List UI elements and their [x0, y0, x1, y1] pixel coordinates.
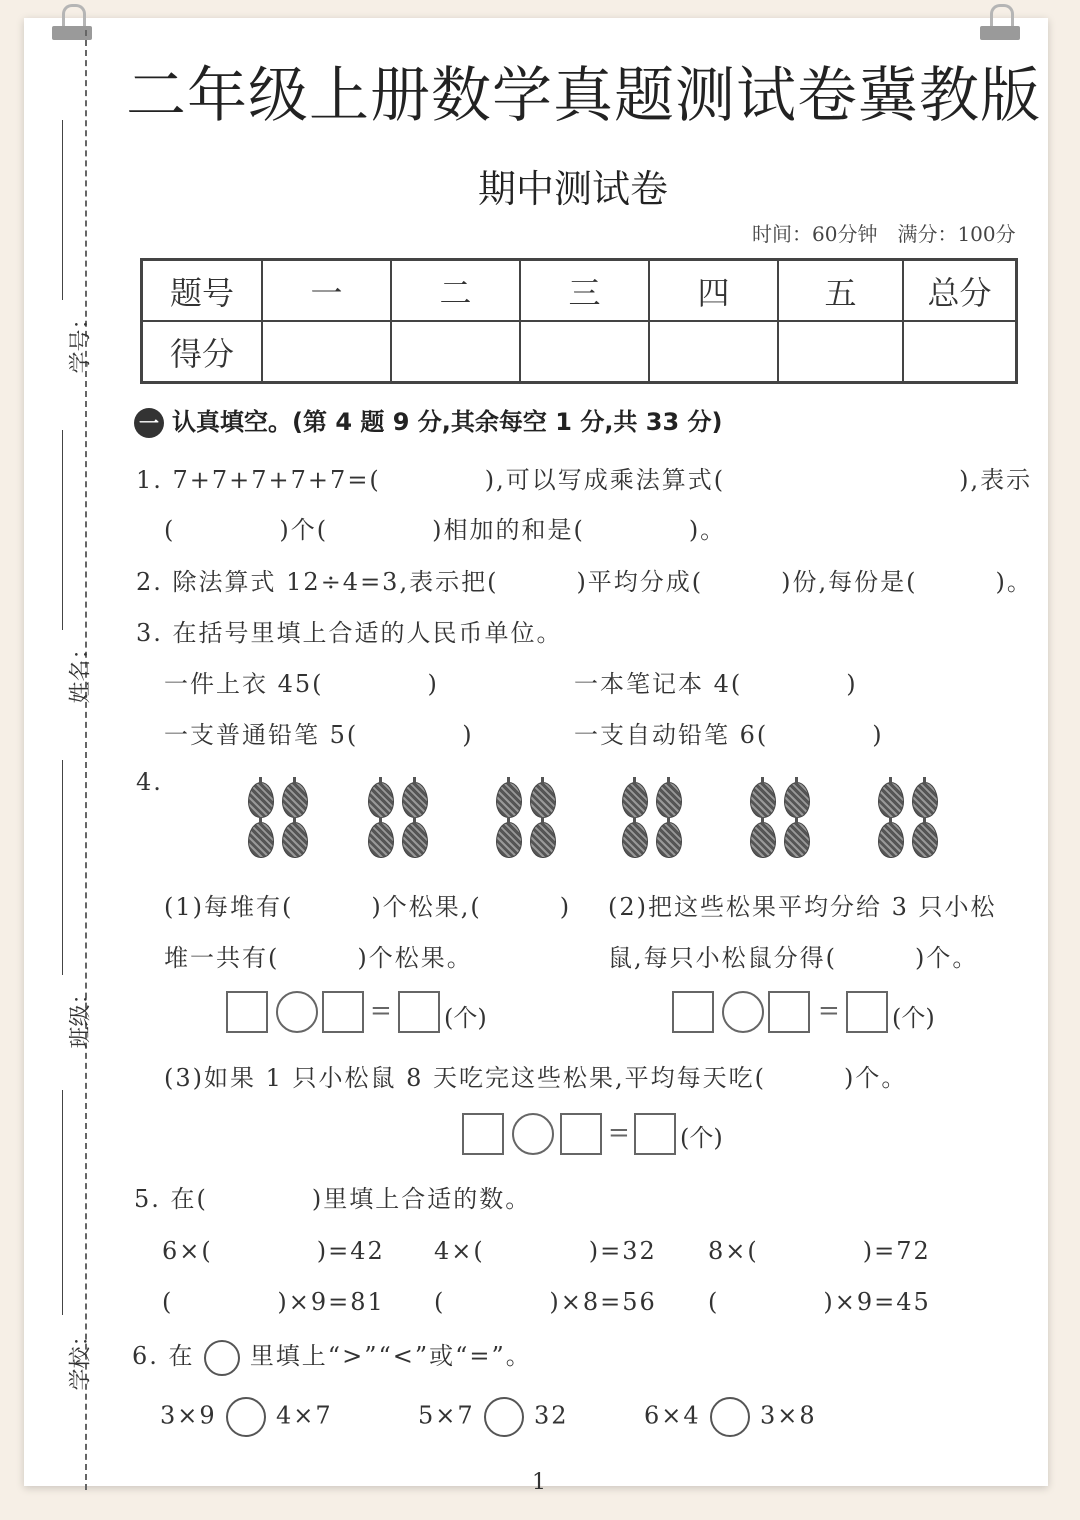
student-id-label: 学号： — [68, 307, 94, 374]
compare-left: 5×7 — [418, 1401, 475, 1430]
page-number: 1 — [532, 1470, 546, 1495]
pinecone-icon — [496, 782, 522, 818]
answer-box[interactable] — [462, 1113, 504, 1155]
score-cell-header: 四 — [649, 260, 778, 322]
unit-label: (个) — [680, 1124, 723, 1152]
pinecone-icon — [750, 822, 776, 858]
question-4-1-line-2: 堆一共有( )个松果。 — [164, 944, 473, 972]
question-5-item: 4×( )=32 — [434, 1237, 657, 1265]
pinecone-icon — [878, 782, 904, 818]
compare-left: 6×4 — [644, 1401, 701, 1430]
compare-left: 3×9 — [160, 1401, 217, 1430]
score-input-cell[interactable] — [778, 321, 903, 383]
question-3-item: 一支普通铅笔 5( ) — [164, 721, 474, 749]
compare-item — [418, 1397, 568, 1437]
question-2: 2. 除法算式 12÷4=3,表示把( )平均分成( )份,每份是( )。 — [136, 568, 1033, 596]
operator-circle[interactable] — [722, 991, 764, 1033]
score-input-cell[interactable] — [649, 321, 778, 383]
name-label: 姓名： — [68, 637, 94, 704]
school-label: 学校： — [68, 1324, 94, 1391]
answer-box[interactable] — [226, 991, 268, 1033]
question-5-item: 8×( )=72 — [708, 1237, 931, 1265]
pinecone-icon — [402, 782, 428, 818]
binder-clip-right-icon — [980, 4, 1020, 42]
pinecone-icon — [248, 822, 274, 858]
operator-circle[interactable] — [276, 991, 318, 1033]
question-4-1-line-1: (1)每堆有( )个松果,( ) — [164, 893, 572, 921]
section-heading — [134, 402, 723, 438]
name-line — [62, 430, 63, 630]
student-id-line — [62, 120, 63, 300]
score-row-label: 得分 — [142, 321, 263, 383]
question-4-2-line-1: (2)把这些松果平均分给 3 只小松 — [608, 893, 997, 921]
score-cell-header: 总分 — [903, 260, 1017, 322]
equals-sign: = — [370, 996, 392, 1026]
compare-answer-circle[interactable] — [710, 1397, 750, 1437]
question-3-item: 一支自动铅笔 6( ) — [574, 721, 884, 749]
pinecone-icon — [282, 822, 308, 858]
question-5: 5. 在( )里填上合适的数。 — [134, 1185, 532, 1213]
pinecone-icon — [368, 822, 394, 858]
compare-answer-circle[interactable] — [484, 1397, 524, 1437]
compare-right: 32 — [533, 1401, 569, 1430]
answer-box[interactable] — [846, 991, 888, 1033]
score-table-score-row — [142, 321, 1017, 383]
school-line — [62, 1090, 63, 1315]
equals-sign: = — [818, 996, 840, 1026]
question-4-number: 4. — [136, 768, 163, 796]
unit-label: (个) — [444, 1004, 487, 1032]
exam-subtitle: 期中测试卷 — [478, 167, 669, 211]
score-input-cell[interactable] — [262, 321, 391, 383]
answer-box[interactable] — [560, 1113, 602, 1155]
compare-right: 4×7 — [275, 1401, 333, 1430]
pinecone-icon — [784, 822, 810, 858]
pinecone-icon — [248, 782, 274, 818]
pinecone-icon — [530, 782, 556, 818]
answer-box[interactable] — [768, 991, 810, 1033]
compare-item — [160, 1397, 333, 1437]
pinecone-icon — [368, 782, 394, 818]
side-field-name — [40, 420, 94, 704]
answer-box[interactable] — [398, 991, 440, 1033]
score-table-header-row — [142, 260, 1017, 322]
question-3-item: 一件上衣 45( ) — [164, 670, 439, 698]
side-field-class — [40, 760, 94, 1060]
binding-dashed-line — [85, 30, 87, 1490]
question-6-prefix: 6. 在 — [132, 1342, 195, 1370]
compare-item — [644, 1397, 817, 1437]
pinecone-icon — [912, 822, 938, 858]
question-4-3: (3)如果 1 只小松鼠 8 天吃完这些松果,平均每天吃( )个。 — [164, 1064, 908, 1092]
pinecone-icon — [282, 782, 308, 818]
unit-label: (个) — [892, 1004, 935, 1032]
time-score-info: 时间：60分钟 满分：100分 — [752, 222, 1016, 246]
question-6-suffix: 里填上“>”“<”或“=”。 — [249, 1342, 532, 1370]
compare-answer-circle[interactable] — [226, 1397, 266, 1437]
question-4-2-line-2: 鼠,每只小松鼠分得( )个。 — [608, 944, 979, 972]
pinecone-icon — [656, 782, 682, 818]
pinecone-icon — [878, 822, 904, 858]
question-3: 3. 在括号里填上合适的人民币单位。 — [136, 619, 563, 647]
score-cell-header: 五 — [778, 260, 903, 322]
score-input-cell[interactable] — [520, 321, 649, 383]
question-5-item: ( )×9=81 — [162, 1288, 385, 1316]
pinecone-icon — [402, 822, 428, 858]
question-1-line-2: ( )个( )相加的和是( )。 — [164, 516, 727, 544]
score-cell-header: 三 — [520, 260, 649, 322]
question-1-line-1: 1. 7+7+7+7+7=( ),可以写成乘法算式( ),表示 — [136, 466, 1033, 494]
question-6 — [132, 1336, 532, 1376]
pinecone-icon — [496, 822, 522, 858]
equals-sign: = — [608, 1118, 630, 1148]
answer-box[interactable] — [322, 991, 364, 1033]
question-5-item: ( )×9=45 — [708, 1288, 931, 1316]
answer-box[interactable] — [634, 1113, 676, 1155]
class-line — [62, 760, 63, 975]
score-cell-header: 一 — [262, 260, 391, 322]
pinecone-icon — [622, 782, 648, 818]
section-heading-text: 认真填空。(第 4 题 9 分,其余每空 1 分,共 33 分) — [172, 408, 723, 436]
operator-circle[interactable] — [512, 1113, 554, 1155]
circle-icon — [204, 1340, 240, 1376]
side-field-student-id — [40, 110, 94, 374]
pinecone-icon — [750, 782, 776, 818]
compare-right: 3×8 — [759, 1401, 817, 1430]
question-5-item: ( )×8=56 — [434, 1288, 657, 1316]
score-input-cell[interactable] — [391, 321, 520, 383]
score-cell-label: 题号 — [142, 260, 263, 322]
pinecone-icon — [530, 822, 556, 858]
score-table — [140, 258, 1018, 384]
page-title: 二年级上册数学真题测试卷冀教版 — [126, 61, 1041, 131]
question-5-item: 6×( )=42 — [162, 1237, 385, 1265]
question-3-item: 一本笔记本 4( ) — [574, 670, 858, 698]
pinecone-icon — [656, 822, 682, 858]
score-input-cell[interactable] — [903, 321, 1017, 383]
class-label: 班级： — [68, 982, 94, 1049]
pinecone-icon — [784, 782, 810, 818]
pinecone-icon — [622, 822, 648, 858]
score-cell-header: 二 — [391, 260, 520, 322]
side-field-school — [40, 1090, 94, 1391]
pinecone-icon — [912, 782, 938, 818]
answer-box[interactable] — [672, 991, 714, 1033]
section-number-badge: 一 — [134, 408, 164, 438]
